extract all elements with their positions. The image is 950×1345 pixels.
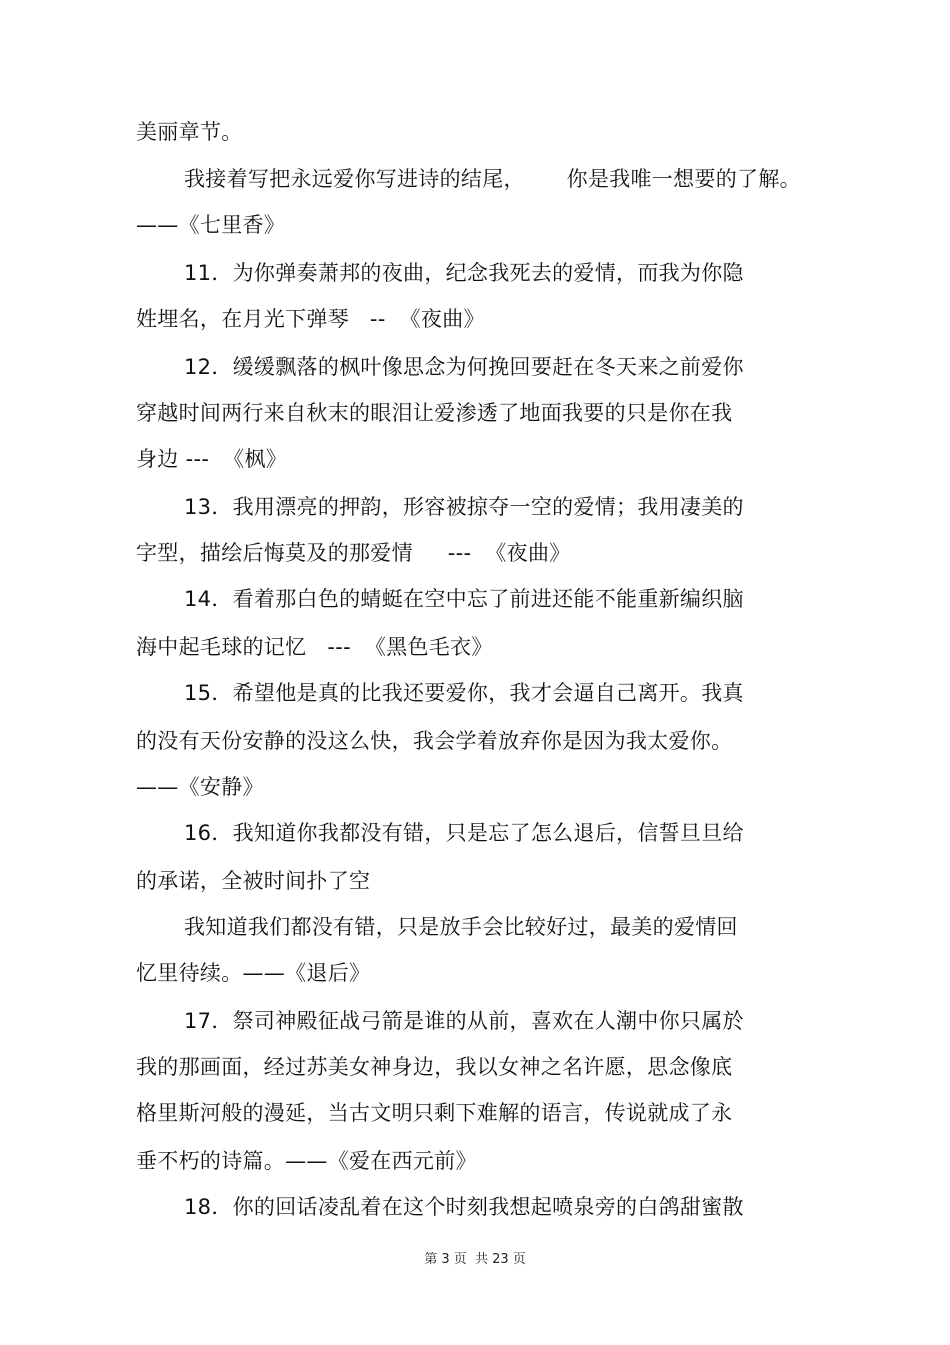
text-line: 美丽章节。 <box>136 120 243 144</box>
text-line: 身边 --- 《枫》 <box>136 447 288 471</box>
text-line: 14．看着那白色的蜻蜓在空中忘了前进还能不能重新编织脑 <box>184 587 744 611</box>
text-line: 的承诺，全被时间扑了空 <box>136 869 371 893</box>
text-line: 11．为你弹奏萧邦的夜曲，纪念我死去的爱情，而我为你隐 <box>184 261 744 285</box>
text-line: 16．我知道你我都没有错，只是忘了怎么退后，信誓旦旦给 <box>184 821 744 845</box>
text-line: 字型，描绘后悔莫及的那爱情 --- 《夜曲》 <box>136 541 571 565</box>
text-line: 12．缓缓飘落的枫叶像思念为何挽回要赶在冬天来之前爱你 <box>184 355 744 379</box>
text-line: ——《安静》 <box>136 775 264 799</box>
text-line: 姓埋名，在月光下弹琴 -- 《夜曲》 <box>136 307 485 331</box>
text-line: 我知道我们都没有错，只是放手会比较好过，最美的爱情回 <box>184 915 738 939</box>
text-line: 垂不朽的诗篇。——《爱在西元前》 <box>136 1149 477 1173</box>
text-line: 海中起毛球的记忆 --- 《黑色毛衣》 <box>136 635 493 659</box>
text-line: 17．祭司神殿征战弓箭是谁的从前，喜欢在人潮中你只属於 <box>184 1009 744 1033</box>
page-number-footer: 第 3 页 共 23 页 <box>424 1252 526 1267</box>
text-line: 格里斯河般的漫延，当古文明只剩下难解的语言，传说就成了永 <box>136 1101 733 1125</box>
text-line: ——《七里香》 <box>136 213 286 237</box>
text-line: 18．你的回话凌乱着在这个时刻我想起喷泉旁的白鸽甜蜜散 <box>184 1195 744 1219</box>
text-line: 的没有天份安静的没这么快，我会学着放弃你是因为我太爱你。 <box>136 729 733 753</box>
text-line: 15．希望他是真的比我还要爱你，我才会逼自己离开。我真 <box>184 681 744 705</box>
text-line: 13．我用漂亮的押韵，形容被掠夺一空的爱情；我用凄美的 <box>184 495 744 519</box>
text-line: 我的那画面，经过苏美女神身边，我以女神之名许愿，思念像底 <box>136 1055 733 1079</box>
text-line: 我接着写把永远爱你写进诗的结尾， 你是我唯一想要的了解。 <box>184 167 801 191</box>
text-line: 忆里待续。——《退后》 <box>136 961 371 985</box>
text-line: 穿越时间两行来自秋末的眼泪让爱渗透了地面我要的只是你在我 <box>136 401 733 425</box>
